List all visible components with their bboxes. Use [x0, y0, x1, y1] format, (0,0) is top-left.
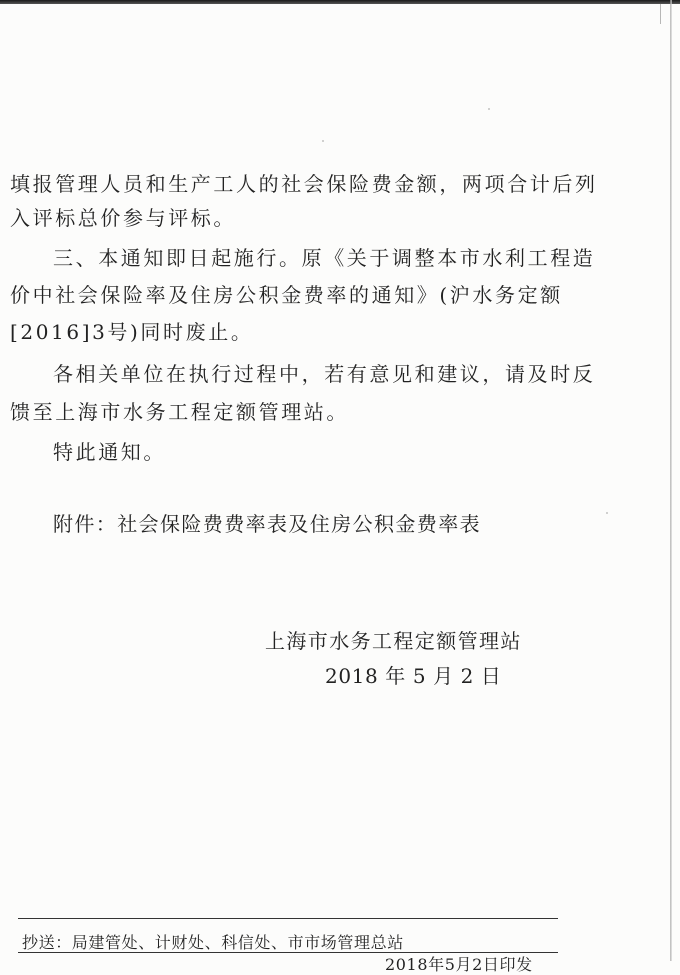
body-line: [2016]3号)同时废止。 — [10, 320, 254, 344]
body-line: 入评标总价参与评标。 — [10, 206, 236, 230]
body-line: 三、本通知即日起施行。原《关于调整本市水利工程造 — [53, 246, 596, 270]
scan-corner-mark — [660, 4, 673, 24]
body-line: 价中社会保险率及住房公积金费率的通知》(沪水务定额 — [10, 283, 563, 307]
scan-top-edge — [0, 0, 680, 4]
cc-recipients: 抄送：局建管处、计财处、科信处、市市场管理总站 — [22, 933, 404, 952]
body-line: 特此通知。 — [53, 440, 166, 464]
print-date: 2018年5月2日印发 — [385, 955, 533, 974]
scan-speck — [488, 108, 490, 110]
body-line: 各相关单位在执行过程中，若有意见和建议，请及时反 — [53, 362, 596, 386]
footer-top-rule — [18, 918, 558, 919]
issuing-organization: 上海市水务工程定额管理站 — [265, 629, 522, 653]
issue-date: 2018 年 5 月 2 日 — [325, 664, 502, 688]
body-line: 馈至上海市水务工程定额管理站。 — [10, 400, 349, 424]
scan-speck — [322, 140, 324, 142]
body-line: 填报管理人员和生产工人的社会保险费金额，两项合计后列 — [10, 172, 598, 196]
attachment-line: 附件：社会保险费费率表及住房公积金费率表 — [53, 512, 481, 536]
scan-right-edge — [670, 0, 672, 961]
scan-speck — [606, 512, 608, 514]
